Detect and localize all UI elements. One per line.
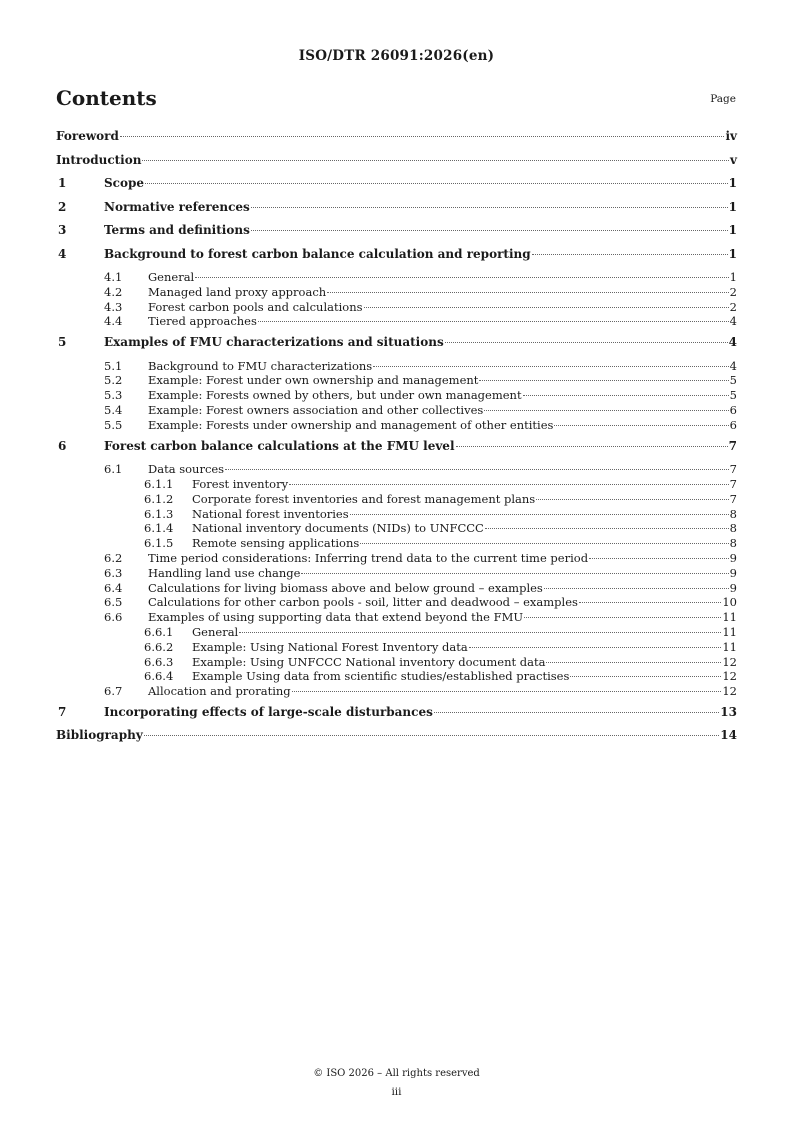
toc-entry[interactable] xyxy=(56,625,737,640)
toc-entry[interactable] xyxy=(56,705,737,729)
toc-dot-leader xyxy=(484,410,728,411)
toc-entry-title[interactable]: National forest inventories xyxy=(192,506,349,521)
toc-dot-leader xyxy=(360,543,728,544)
toc-entry-number: 6.6.2 xyxy=(144,639,174,654)
toc-dot-leader xyxy=(120,136,725,137)
toc-entry-page: 4 xyxy=(728,335,737,350)
toc-entry-number: 5.5 xyxy=(104,417,123,432)
toc-entry-page: 1 xyxy=(728,176,737,190)
toc-entry-number: 4.3 xyxy=(104,299,123,314)
toc-dot-leader xyxy=(554,425,728,426)
toc-entry-title[interactable]: Forest carbon pools and calculations xyxy=(148,299,363,314)
toc-entry-title[interactable]: Time period considerations: Inferring trend data to the current time period xyxy=(148,550,589,565)
toc-dot-leader xyxy=(445,342,728,343)
toc-entry-title[interactable]: Background to forest carbon balance calculation and reporting xyxy=(104,246,531,261)
toc-entry-page: 7 xyxy=(729,491,737,506)
toc-dot-leader xyxy=(546,662,721,663)
toc-entry-page: 4 xyxy=(729,358,737,373)
toc-dot-leader xyxy=(225,469,729,470)
toc-entry-page: 11 xyxy=(722,610,737,625)
toc-entry-page: iv xyxy=(725,129,737,143)
toc-entry-number: 1 xyxy=(58,176,67,190)
toc-entry[interactable] xyxy=(56,521,737,536)
toc-entry-number: 4.1 xyxy=(104,270,123,284)
toc-entry-number: 6.7 xyxy=(104,684,123,699)
toc-entry-title[interactable]: Examples of FMU characterizations and situations xyxy=(104,335,444,350)
toc-entry-title[interactable]: Example: Forest under own ownership and management xyxy=(148,373,479,388)
toc-entry-title[interactable]: Foreword xyxy=(56,129,119,143)
toc-entry-page: 2 xyxy=(729,284,737,299)
toc-entry[interactable] xyxy=(56,247,737,271)
toc-entry[interactable] xyxy=(56,669,737,684)
toc-entry-page: 4 xyxy=(729,314,737,329)
toc-entry-number: 6 xyxy=(58,438,67,453)
toc-entry-page: 9 xyxy=(729,565,737,580)
toc-entry-page: 1 xyxy=(728,246,737,261)
toc-entry-number: 6.1.1 xyxy=(144,476,174,491)
toc-entry-number: 6.5 xyxy=(104,595,123,610)
toc-entry-number: 4.2 xyxy=(104,284,123,299)
toc-entry[interactable] xyxy=(56,335,737,359)
toc-dot-leader xyxy=(536,499,728,500)
toc-entry[interactable] xyxy=(56,153,737,177)
toc-dot-leader xyxy=(239,632,721,633)
toc-entry-title[interactable]: Example: Using National Forest Inventory data xyxy=(192,639,468,654)
toc-entry[interactable] xyxy=(56,403,737,418)
toc-entry-page: 1 xyxy=(728,223,737,237)
toc-entry-title[interactable]: Example: Forest owners association and other collectives xyxy=(148,403,484,418)
toc-dot-leader xyxy=(251,230,728,231)
toc-dot-leader xyxy=(469,647,722,648)
toc-dot-leader xyxy=(579,602,721,603)
toc-dot-leader xyxy=(364,307,729,308)
toc-entry-number: 6.3 xyxy=(104,565,123,580)
toc-dot-leader xyxy=(434,712,719,713)
toc-entry-title[interactable]: Terms and definitions xyxy=(104,223,250,237)
toc-entry-page: 13 xyxy=(720,704,737,719)
toc-entry-number: 6.6 xyxy=(104,610,123,625)
toc-entry-title[interactable]: Example: Forests owned by others, but under own management xyxy=(148,388,522,403)
toc-dot-leader xyxy=(456,446,728,447)
toc-dot-leader xyxy=(292,691,722,692)
toc-entry-page: 11 xyxy=(722,639,737,654)
document-id: ISO/DTR 26091:2026(en) xyxy=(298,48,495,64)
toc-entry[interactable] xyxy=(56,492,737,507)
toc-entry[interactable] xyxy=(56,223,737,247)
toc-entry-page: 8 xyxy=(729,536,737,551)
toc-entry-page: 2 xyxy=(729,299,737,314)
toc-entry-page: 10 xyxy=(722,595,737,610)
toc-entry[interactable] xyxy=(56,595,737,610)
toc-dot-leader xyxy=(570,676,721,677)
toc-dot-leader xyxy=(144,735,720,736)
toc-entry-number: 6.1.4 xyxy=(144,521,174,536)
toc-dot-leader xyxy=(373,366,728,367)
toc-entry-page: 12 xyxy=(722,684,737,699)
toc-entry-number: 3 xyxy=(58,223,67,237)
toc-entry-page: 11 xyxy=(722,624,737,639)
toc-entry[interactable] xyxy=(56,300,737,315)
toc-entry-page: 9 xyxy=(729,550,737,565)
toc-entry-title[interactable]: Forest inventory xyxy=(192,476,289,491)
toc-entry-page: 12 xyxy=(722,669,737,684)
page-column-label: Page xyxy=(710,93,736,105)
toc-entry-number: 5.4 xyxy=(104,403,123,418)
footer-copyright: © ISO 2026 – All rights reserved xyxy=(313,1068,480,1079)
toc-entry-title[interactable]: Allocation and prorating xyxy=(148,684,291,699)
toc-entry[interactable] xyxy=(56,439,737,463)
footer-page-number: iii xyxy=(391,1086,402,1098)
toc-entry-title[interactable]: Tiered approaches xyxy=(148,314,257,329)
toc-dot-leader xyxy=(327,292,729,293)
toc-entry-title[interactable]: Examples of using supporting data that extend beyond the FMU xyxy=(148,610,524,625)
toc-dot-leader xyxy=(544,588,729,589)
toc-entry[interactable] xyxy=(56,655,737,670)
toc-dot-leader xyxy=(195,277,728,278)
toc-dot-leader xyxy=(251,207,728,208)
toc-dot-leader xyxy=(145,183,728,184)
toc-entry-page: 8 xyxy=(729,506,737,521)
toc-entry[interactable] xyxy=(56,129,737,153)
toc-entry-title[interactable]: Managed land proxy approach xyxy=(148,284,327,299)
toc-dot-leader xyxy=(524,617,721,618)
toc-entry-title[interactable]: Example: Using UNFCCC National inventory document data xyxy=(192,654,546,669)
toc-entry-page: 5 xyxy=(729,373,737,388)
toc-dot-leader xyxy=(532,254,728,255)
toc-entry-title[interactable]: Example Using data from scientific studies/established practises xyxy=(192,669,570,684)
toc-entry[interactable] xyxy=(56,388,737,403)
toc-entry-page: 8 xyxy=(729,521,737,536)
toc-entry-number: 2 xyxy=(58,199,67,214)
toc-entry-page: 1 xyxy=(729,270,737,284)
toc-entry-number: 5.2 xyxy=(104,373,123,388)
contents-title: Contents xyxy=(56,86,157,110)
toc-entry-number: 6.1.3 xyxy=(144,506,174,521)
toc-entry-title[interactable]: Bibliography xyxy=(56,728,143,743)
toc-entry-page: 7 xyxy=(729,476,737,491)
toc-entry-number: 6.4 xyxy=(104,580,123,595)
table-of-contents xyxy=(56,129,737,752)
toc-entry-page: 14 xyxy=(720,728,737,743)
toc-dot-leader xyxy=(350,514,729,515)
toc-entry-title[interactable]: General xyxy=(192,624,239,639)
toc-entry[interactable] xyxy=(56,728,737,752)
toc-entry-title[interactable]: Background to FMU characterizations xyxy=(148,358,373,373)
toc-entry[interactable] xyxy=(56,640,737,655)
toc-dot-leader xyxy=(523,395,729,396)
toc-entry-number: 5.1 xyxy=(104,358,123,373)
toc-entry-title[interactable]: Calculations for living biomass above and below ground – examples xyxy=(148,580,543,595)
toc-dot-leader xyxy=(301,573,728,574)
toc-dot-leader xyxy=(589,558,729,559)
toc-entry-number: 6.6.1 xyxy=(144,624,174,639)
toc-entry-page: 6 xyxy=(729,417,737,432)
toc-entry-number: 5.3 xyxy=(104,388,123,403)
toc-entry-page: 7 xyxy=(728,438,737,453)
toc-entry-number: 6.6.3 xyxy=(144,654,174,669)
toc-entry[interactable] xyxy=(56,477,737,492)
toc-entry[interactable] xyxy=(56,359,737,374)
toc-entry-title[interactable]: Introduction xyxy=(56,152,142,167)
toc-entry[interactable] xyxy=(56,285,737,300)
toc-entry-title[interactable]: Calculations for other carbon pools - soil, litter and deadwood – examples xyxy=(148,595,578,610)
toc-entry[interactable] xyxy=(56,314,737,329)
toc-entry-title[interactable]: Forest carbon balance calculations at the FMU level xyxy=(104,438,455,453)
toc-entry[interactable] xyxy=(56,684,737,699)
toc-entry-title[interactable]: Handling land use change xyxy=(148,565,301,580)
toc-entry-title[interactable]: Example: Forests under ownership and management of other entities xyxy=(148,417,554,432)
toc-entry[interactable] xyxy=(56,200,737,224)
toc-entry-number: 6.1 xyxy=(104,462,123,477)
toc-entry-title[interactable]: Data sources xyxy=(148,462,225,477)
toc-dot-leader xyxy=(142,160,729,161)
toc-dot-leader xyxy=(289,484,729,485)
toc-entry-number: 6.1.5 xyxy=(144,536,174,551)
toc-entry[interactable] xyxy=(56,551,737,566)
toc-dot-leader xyxy=(258,321,729,322)
toc-entry[interactable] xyxy=(56,373,737,388)
toc-entry[interactable] xyxy=(56,418,737,433)
toc-entry[interactable] xyxy=(56,507,737,522)
toc-entry-title[interactable]: General xyxy=(148,270,195,284)
toc-entry[interactable] xyxy=(56,462,737,477)
toc-dot-leader xyxy=(485,528,729,529)
toc-entry-page: 1 xyxy=(728,199,737,214)
toc-entry-number: 4 xyxy=(58,246,67,261)
toc-entry[interactable] xyxy=(56,566,737,581)
toc-entry-page: 7 xyxy=(729,462,737,477)
toc-entry[interactable] xyxy=(56,536,737,551)
toc-entry-page: 6 xyxy=(729,403,737,418)
toc-entry-number: 5 xyxy=(58,335,67,350)
toc-entry[interactable] xyxy=(56,610,737,625)
toc-entry-number: 4.4 xyxy=(104,314,123,329)
toc-dot-leader xyxy=(479,380,728,381)
toc-entry[interactable] xyxy=(56,270,737,285)
toc-entry-title[interactable]: Incorporating effects of large-scale disturbances xyxy=(104,704,433,719)
toc-entry-title[interactable]: Scope xyxy=(104,176,145,190)
toc-entry-title[interactable]: National inventory documents (NIDs) to UNFCCC xyxy=(192,521,484,536)
toc-entry[interactable] xyxy=(56,176,737,200)
toc-entry-number: 6.2 xyxy=(104,550,123,565)
toc-entry-number: 6.1.2 xyxy=(144,491,174,506)
toc-entry-number: 7 xyxy=(58,704,67,719)
toc-entry-title[interactable]: Corporate forest inventories and forest management plans xyxy=(192,491,536,506)
toc-entry-title[interactable]: Remote sensing applications xyxy=(192,536,360,551)
toc-entry[interactable] xyxy=(56,581,737,596)
toc-entry-page: 12 xyxy=(722,654,737,669)
toc-entry-title[interactable]: Normative references xyxy=(104,199,250,214)
toc-entry-page: v xyxy=(730,152,737,167)
toc-entry-page: 9 xyxy=(729,580,737,595)
toc-entry-number: 6.6.4 xyxy=(144,669,174,684)
toc-entry-page: 5 xyxy=(729,388,737,403)
